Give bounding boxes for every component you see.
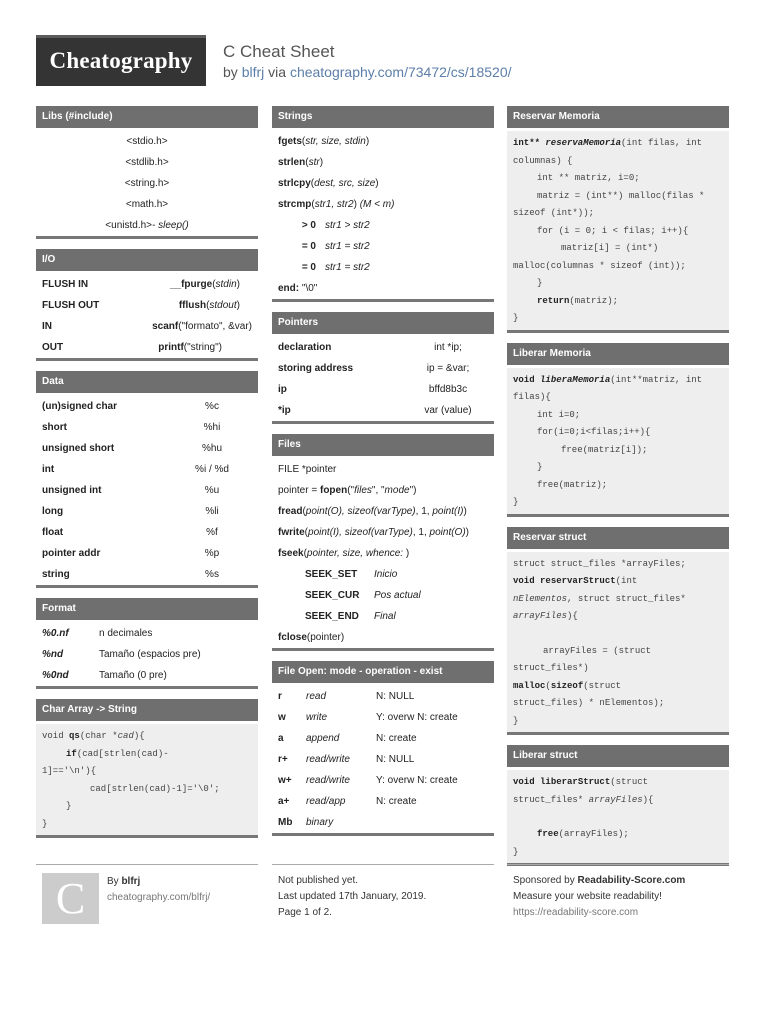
code-line: for(i=0;i<filas;i++){ <box>537 427 651 437</box>
list-item: <stdio.h> <box>36 131 258 152</box>
code-line: 1]=='\n'){ <box>42 766 97 776</box>
last-updated: Last updated 17th January, 2019. <box>278 891 427 902</box>
pointers-section <box>272 312 494 424</box>
list-item: <string.h> <box>36 173 258 194</box>
code-line: int i=0; <box>537 409 581 420</box>
table-row <box>36 417 258 438</box>
code-line: struct_files* arrayFiles){ <box>513 794 654 805</box>
char-array-section <box>36 699 258 838</box>
code-line: } <box>513 313 519 323</box>
byline-via: via <box>264 64 290 80</box>
byline-by: by <box>223 64 242 80</box>
page-title: C Cheat Sheet <box>223 42 335 61</box>
reservar-memoria-section <box>507 106 729 333</box>
table-row: = 0 str1 = str2 <box>301 241 370 252</box>
header <box>36 35 736 87</box>
code-line: for (i = 0; i < filas; i++){ <box>537 225 689 236</box>
column-3 <box>507 106 729 876</box>
liberar-memoria-section <box>507 343 729 517</box>
row-key: pointer addr <box>42 548 101 559</box>
code-line: free(arrayFiles); <box>537 829 629 839</box>
row-key: unsigned short <box>42 443 115 454</box>
sponsor-line: Sponsored by Readability-Score.com <box>513 875 686 886</box>
row-value: scanf("formato", &var) <box>152 321 252 332</box>
table-row <box>36 459 258 480</box>
row-key: %0.nf <box>42 628 69 639</box>
table-row: pointer = fopen (" files ", " mode ") <box>278 485 417 496</box>
code-line: arrayFiles = (struct <box>543 645 652 656</box>
published-status: Not published yet. <box>278 875 359 886</box>
row-value: %c <box>205 401 219 412</box>
footer-status <box>272 864 494 924</box>
list-item: <stdlib.h> <box>125 157 169 168</box>
footer-sponsor <box>507 864 729 924</box>
row-value: %u <box>204 485 220 496</box>
status-info <box>278 873 426 921</box>
row-value: %i / %d <box>195 464 229 475</box>
code-line: } <box>513 497 519 507</box>
section-title: Files <box>272 434 494 456</box>
row-value: %p <box>204 548 220 559</box>
row-value: printf("string") <box>158 342 222 353</box>
code-line: } <box>537 462 543 472</box>
section-title: Strings <box>272 106 494 128</box>
table-row: fclose (pointer) <box>272 627 494 648</box>
code-block <box>507 368 729 514</box>
row-key: %0nd <box>42 670 69 681</box>
table-row: end: "\0" <box>278 283 318 294</box>
section-title: File Open: mode - operation - exist <box>272 661 494 683</box>
table-row: fwrite ( point(I), sizeof(varType) , 1, point(O) ) <box>278 527 470 538</box>
row-key: storing address <box>278 363 354 374</box>
column-1 <box>36 106 258 848</box>
code-line: arrayFiles){ <box>513 611 578 621</box>
table-row <box>36 337 258 358</box>
author-url[interactable]: cheatography.com/blfrj/ <box>107 892 211 903</box>
code-line: free(matriz[i]); <box>561 444 648 455</box>
table-row: a append N: create <box>272 728 494 749</box>
code-line: } <box>513 715 519 726</box>
code-line: struct_files*) <box>513 663 589 673</box>
code-line: } <box>513 846 519 857</box>
strings-section <box>272 106 494 302</box>
row-key: IN <box>42 321 52 332</box>
row-value: Tamaño (espacios pre) <box>99 649 201 660</box>
code-line: void liberarStruct(struct <box>513 777 649 787</box>
row-value: int *ip; <box>434 342 462 353</box>
table-row: r+ read/write N: NULL <box>278 754 415 765</box>
code-line: } <box>66 801 72 811</box>
format-section <box>36 598 258 689</box>
section-title: Format <box>36 598 258 620</box>
row-value: n decimales <box>99 628 153 639</box>
code-line <box>513 809 723 826</box>
row-value: %hu <box>201 443 222 454</box>
table-row <box>36 665 258 686</box>
code-block <box>36 724 258 835</box>
code-block <box>507 552 729 733</box>
row-key: (un)signed char <box>42 401 118 412</box>
row-value: ip = &var; <box>426 363 470 374</box>
code-line: filas){ <box>513 392 551 402</box>
table-row: SEEK_END Final <box>305 611 396 622</box>
row-key: FLUSH IN <box>42 279 89 290</box>
row-value: %hi <box>203 422 221 433</box>
table-row: w write Y: overw N: create <box>278 712 458 723</box>
sponsor-name[interactable]: Readability-Score.com <box>577 875 686 886</box>
row-key: long <box>42 506 64 517</box>
table-row <box>36 438 258 459</box>
row-key: declaration <box>278 342 332 353</box>
table-row: fread ( point(O), sizeof(varType) , 1, point(I) ) <box>272 501 494 522</box>
table-row <box>36 396 258 417</box>
code-line: int** reservaMemoria(int filas, int <box>513 138 703 148</box>
row-value: %li <box>205 506 219 517</box>
author-line: By blfrj <box>107 876 141 887</box>
table-row: strlcpy ( dest, src, size ) <box>272 173 494 194</box>
lib-name: <unistd.h> <box>105 220 153 231</box>
table-row <box>36 316 258 337</box>
code-line: malloc(sizeof(struct <box>513 680 622 691</box>
row-key: string <box>42 569 70 580</box>
sponsor-tagline: Measure your website readability! <box>513 891 662 902</box>
table-row <box>36 644 258 665</box>
row-key: ip <box>278 384 287 395</box>
section-title: Reservar struct <box>507 527 729 549</box>
row-value: fflush(stdout) <box>178 300 240 311</box>
section-title: I/O <box>36 249 258 271</box>
code-line: nElementos, struct struct_files* <box>513 593 686 604</box>
libs-section <box>36 106 258 239</box>
list-item: <math.h> <box>125 199 169 210</box>
row-key: int <box>42 464 55 475</box>
code-line: if(cad[strlen(cad)- <box>66 748 169 759</box>
table-row <box>36 480 258 501</box>
sponsor-url[interactable]: https://readability-score.com <box>513 907 639 918</box>
row-value: Tamaño (0 pre) <box>99 670 167 681</box>
table-row <box>36 564 258 585</box>
row-key: *ip <box>278 405 291 416</box>
section-title: Libs (#include) <box>36 106 258 128</box>
table-row <box>36 295 258 316</box>
table-row: FILE *pointer <box>272 459 494 480</box>
byline <box>223 64 512 80</box>
section-title: Char Array -> String <box>36 699 258 721</box>
section-title: Reservar Memoria <box>507 106 729 128</box>
code-line <box>513 626 723 643</box>
table-row: SEEK_SET Inicio <box>305 569 398 580</box>
row-value: %s <box>205 569 219 580</box>
code-line: } <box>537 278 543 288</box>
table-row <box>272 358 494 379</box>
row-value: %f <box>206 527 218 538</box>
row-key: OUT <box>42 342 64 353</box>
code-line: return(matriz); <box>537 295 619 306</box>
sponsor-info <box>513 873 685 921</box>
author-name[interactable]: blfrj <box>121 876 141 887</box>
io-section <box>36 249 258 361</box>
liberar-struct-section <box>507 745 729 866</box>
row-value: __fpurge(stdin) <box>169 279 240 290</box>
file-open-section <box>272 661 494 836</box>
row-value: var (value) <box>424 405 472 416</box>
data-section <box>36 371 258 588</box>
table-row: strlen ( str ) <box>278 157 324 168</box>
table-row: w+ read/write Y: overw N: create <box>272 770 494 791</box>
row-key: short <box>42 422 67 433</box>
table-row: a+ read/app N: create <box>278 796 417 807</box>
author-avatar: C <box>42 873 99 924</box>
footer-author <box>36 864 258 924</box>
code-line: int ** matriz, i=0; <box>537 173 640 183</box>
code-line: void qs(char *cad){ <box>42 731 145 741</box>
section-title: Liberar Memoria <box>507 343 729 365</box>
table-row: = 0 str1 = str2 <box>272 257 494 278</box>
sheet-url-link[interactable]: cheatography.com/73472/cs/18520/ <box>289 64 512 80</box>
list-item <box>36 215 258 236</box>
code-line: struct struct_files *arrayFiles; <box>513 558 686 569</box>
code-line: struct_files) * nElementos); <box>513 698 665 708</box>
cheatography-logo[interactable]: Cheatography <box>36 35 206 86</box>
table-row: SEEK_CUR Pos actual <box>272 585 494 606</box>
code-block <box>507 131 729 330</box>
column-2 <box>272 106 494 846</box>
code-line: } <box>42 818 48 829</box>
table-row: r read N: NULL <box>272 686 494 707</box>
table-row <box>272 400 494 421</box>
section-title: Liberar struct <box>507 745 729 767</box>
author-link[interactable]: blfrj <box>241 64 265 80</box>
row-key: unsigned int <box>42 485 102 496</box>
code-line: cad[strlen(cad)-1]='\0'; <box>90 783 220 794</box>
table-row <box>36 274 258 295</box>
section-title: Data <box>36 371 258 393</box>
code-line: void reservarStruct(int <box>513 576 638 586</box>
lib-note: - sleep() <box>152 220 189 231</box>
code-line: void liberaMemoria(int**matriz, int <box>513 374 703 385</box>
author-info <box>107 874 210 906</box>
code-block <box>507 770 729 863</box>
table-row <box>272 337 494 358</box>
table-row: Mb binary <box>272 812 494 833</box>
row-key: FLUSH OUT <box>42 300 100 311</box>
code-line: free(matriz); <box>537 479 608 490</box>
page-number: Page 1 of 2. <box>278 907 332 918</box>
table-row <box>272 379 494 400</box>
section-title: Pointers <box>272 312 494 334</box>
table-row: fseek ( pointer, size, whence: ) <box>272 543 494 564</box>
table-row: fgets ( str, size, stdin ) <box>272 131 494 152</box>
code-line: columnas) { <box>513 155 573 166</box>
files-section <box>272 434 494 651</box>
table-row <box>36 623 258 644</box>
table-row: > 0 str1 > str2 <box>272 215 494 236</box>
row-key: float <box>42 527 64 538</box>
code-line: matriz[i] = (int*) <box>561 243 659 253</box>
table-row: strcmp ( str1, str2 ) (M < m) <box>278 199 395 210</box>
row-value: bffd8b3c <box>428 384 468 395</box>
row-key: %nd <box>42 649 64 660</box>
table-row <box>36 501 258 522</box>
code-line: matriz = (int**) malloc(filas * <box>537 190 705 201</box>
code-line: sizeof (int*)); <box>513 208 595 218</box>
code-line: malloc(columnas * sizeof (int)); <box>513 260 686 271</box>
table-row <box>36 522 258 543</box>
reservar-struct-section <box>507 527 729 736</box>
table-row <box>36 543 258 564</box>
